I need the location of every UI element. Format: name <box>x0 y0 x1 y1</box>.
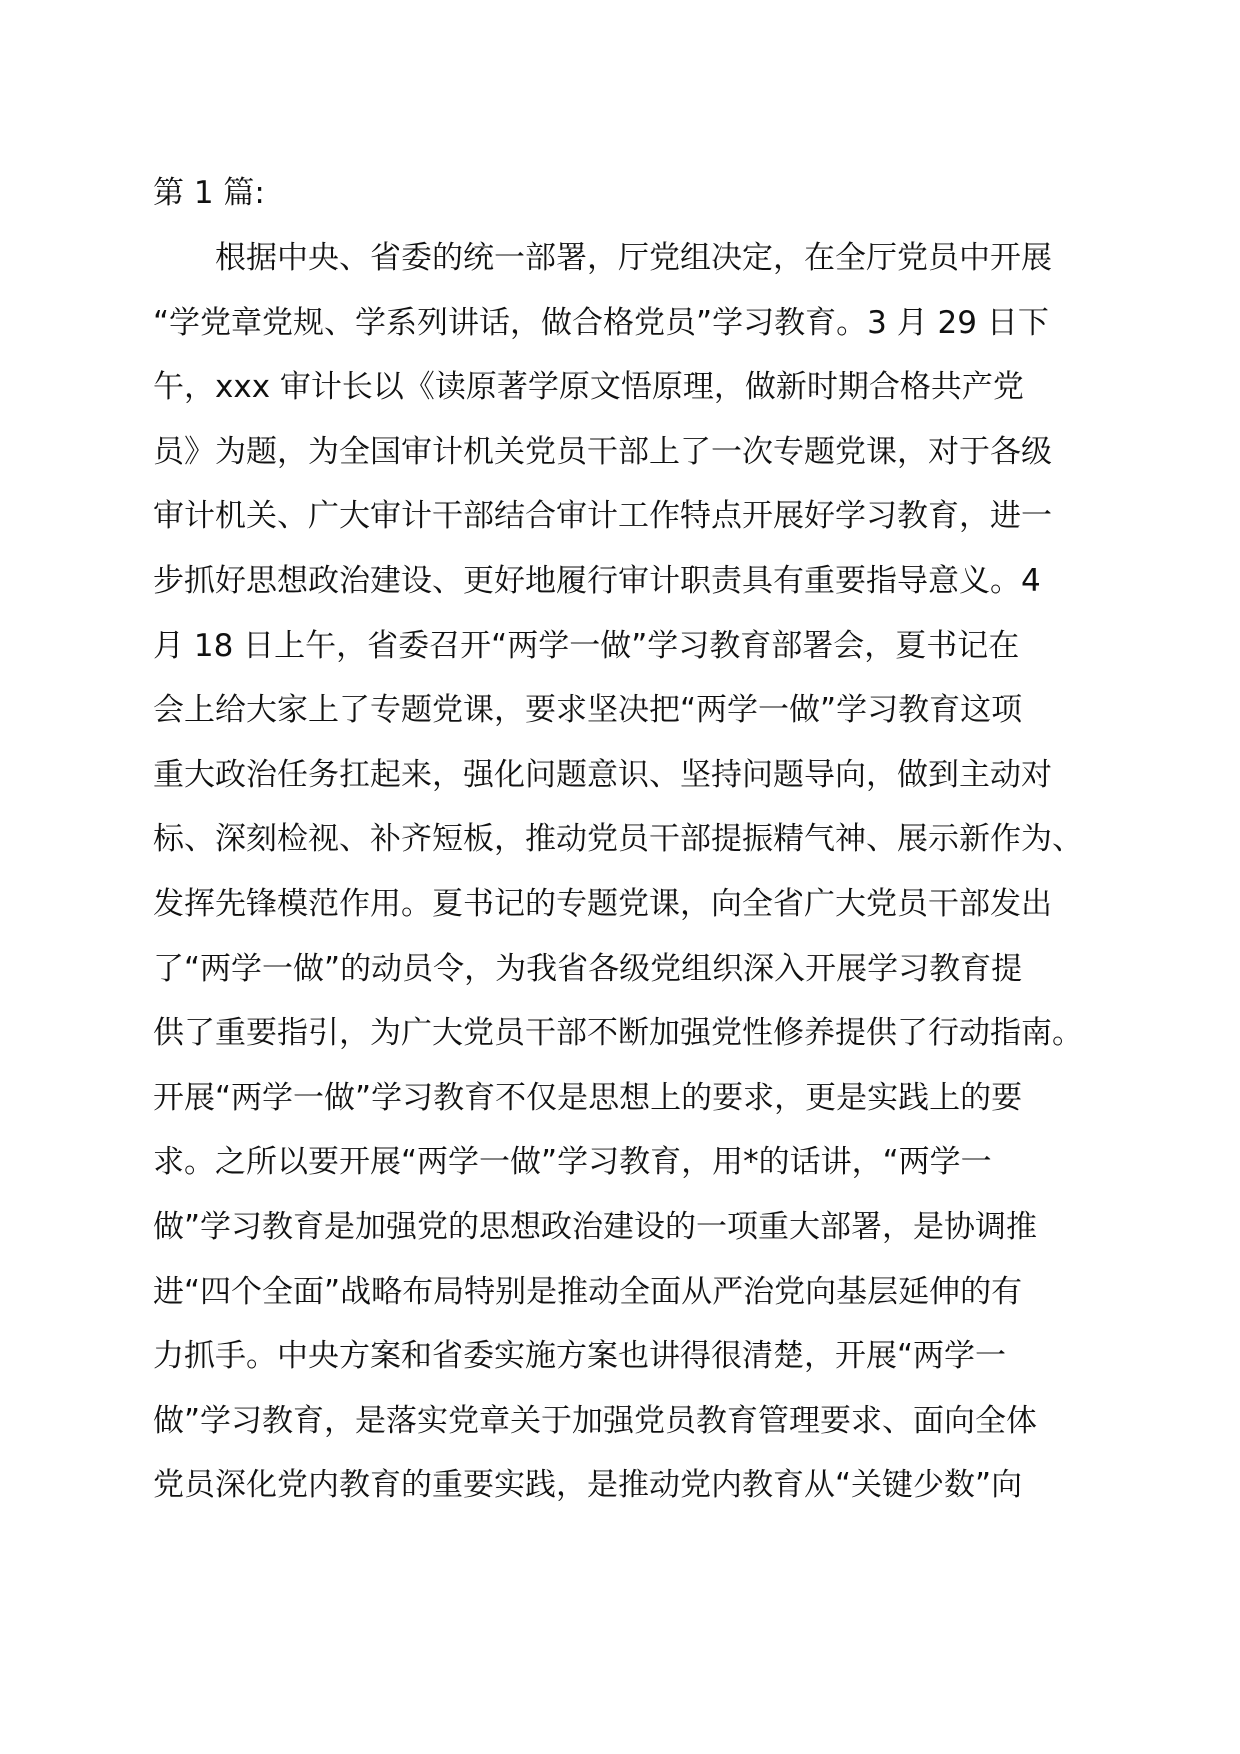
paragraph-line: 开展“两学一做”学习教育不仅是思想上的要求，更是实践上的要 <box>153 1079 1023 1116</box>
body-paragraph <box>153 226 1083 1518</box>
paragraph-line: 进“四个全面”战略布局特别是推动全面从严治党向基层延伸的有 <box>153 1273 1023 1310</box>
paragraph-line: 标、深刻检视、补齐短板，推动党员干部提振精气神、展示新作为、 <box>153 821 1083 858</box>
paragraph-line: 发挥先锋模范作用。夏书记的专题党课，向全省广大党员干部发出 <box>153 885 1052 922</box>
document-body <box>153 161 1083 1518</box>
paragraph-line: 重大政治任务扛起来，强化问题意识、坚持问题导向，做到主动对 <box>153 756 1052 793</box>
paragraph-line: 做”学习教育，是落实党章关于加强党员教育管理要求、面向全体 <box>153 1402 1038 1439</box>
paragraph-line: 会上给大家上了专题党课，要求坚决把“两学一做”学习教育这项 <box>153 692 1023 729</box>
paragraph-line: 党员深化党内教育的重要实践，是推动党内教育从“关键少数”向 <box>153 1467 1023 1504</box>
paragraph-line: 员》为题，为全国审计机关党员干部上了一次专题党课，对于各级 <box>153 433 1052 470</box>
paragraph-line: 审计机关、广大审计干部结合审计工作特点开展好学习教育，进一 <box>153 498 1052 535</box>
paragraph-line: 了“两学一做”的动员令，为我省各级党组织深入开展学习教育提 <box>153 950 1023 987</box>
paragraph-line: 根据中央、省委的统一部署，厅党组决定，在全厅党员中开展 <box>215 240 1052 276</box>
paragraph-line: 月 18 日上午，省委召开“两学一做”学习教育部署会，夏书记在 <box>153 627 1020 664</box>
paragraph-line: “学党章党规、学系列讲话，做合格党员”学习教育。3 月 29 日下 <box>153 304 1049 341</box>
paragraph-line: 做”学习教育是加强党的思想政治建设的一项重大部署，是协调推 <box>153 1208 1038 1245</box>
paragraph-line: 午，xxx 审计长以《读原著学原文悟原理，做新时期合格共产党 <box>153 369 1024 406</box>
paragraph-line: 求。之所以要开展“两学一做”学习教育，用*的话讲，“两学一 <box>153 1144 992 1181</box>
section-heading: 第 1 篇: <box>153 175 265 211</box>
paragraph-line: 力抓手。中央方案和省委实施方案也讲得很清楚，开展“两学一 <box>153 1338 1007 1375</box>
paragraph-line: 步抓好思想政治建设、更好地履行审计职责具有重要指导意义。4 <box>153 562 1041 599</box>
paragraph-line: 供了重要指引，为广大党员干部不断加强党性修养提供了行动指南。 <box>153 1015 1083 1052</box>
